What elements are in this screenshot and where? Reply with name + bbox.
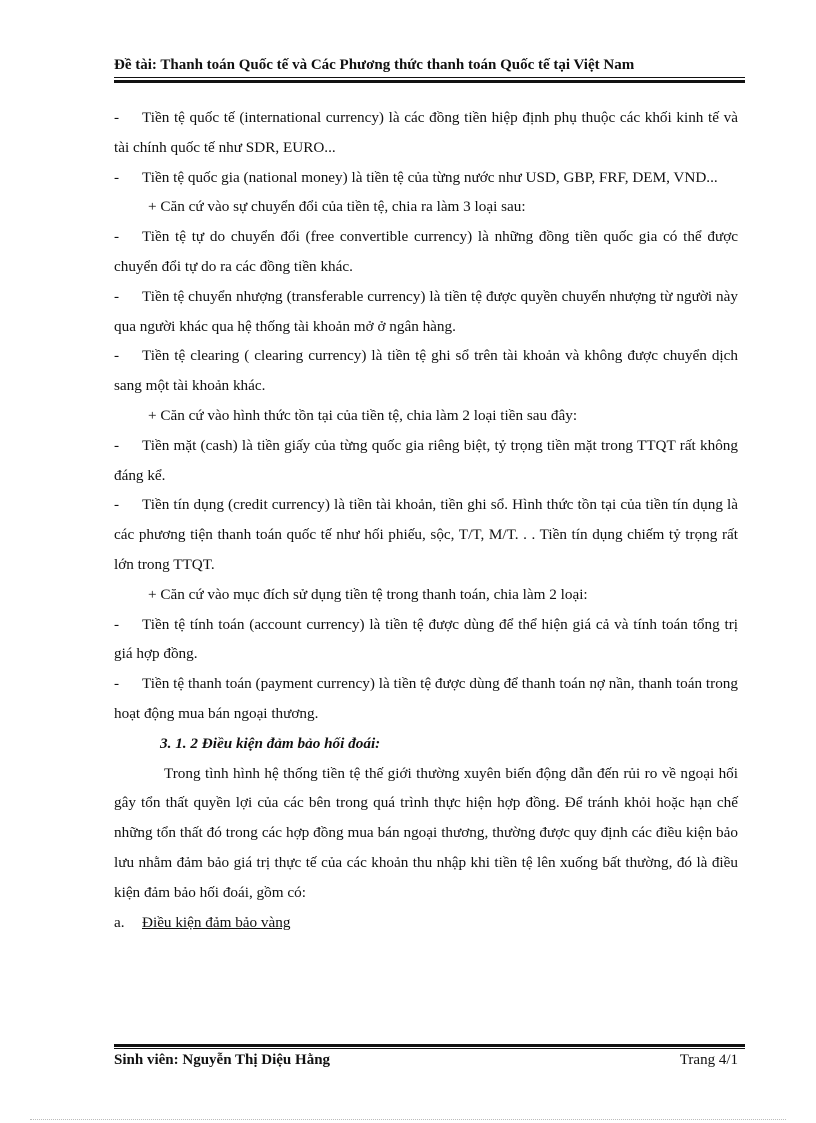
footer-student-name: Sinh viên: Nguyễn Thị Diệu Hằng — [114, 1052, 331, 1068]
bullet-account-currency: - Tiền tệ tính toán (account currency) là tiền tệ được dùng để thể hiện giá cả và tính toán tổng trị giá hợp đồng. — [114, 615, 738, 663]
bullet-free-convertible: - Tiền tệ tự do chuyển đổi (free convertible currency) là những đồng tiền quốc gia có thể được chuyển đổi tự do ra các đồng tiền khác. — [114, 228, 738, 275]
page-header-title: Đề tài: Thanh toán Quốc tế và Các Phương thức thanh toán Quốc tế tại Việt Nam — [114, 57, 635, 73]
bullet-national-money: - Tiền tệ quốc gia (national money) là tiền tệ của từng nước như USD, GBP, FRF, DEM, VND... — [114, 168, 718, 186]
criterion-existence-form: + Căn cứ vào hình thức tồn tại của tiền tệ, chia làm 2 loại tiền sau đây: — [148, 406, 578, 424]
footer-rule-thick — [114, 1044, 745, 1047]
list-item-a — [114, 908, 738, 938]
bullet-international-currency: - Tiền tệ quốc tế (international currency) là các đồng tiền hiệp định phụ thuộc các khối kinh tế và tài chính quốc tế như SDR, EURO... — [114, 109, 738, 156]
footer-rule-thin — [114, 1048, 745, 1049]
list-item-label: a. — [114, 913, 125, 931]
section-heading: 3. 1. 2 Điều kiện đảm bảo hối đoái: — [160, 734, 381, 752]
bullet-clearing: - Tiền tệ clearing ( clearing currency) là tiền tệ ghi sổ trên tài khoản và không được chuyển dịch sang một tài khoản khác. — [114, 347, 738, 395]
bullet-cash: - Tiền mặt (cash) là tiền giấy của từng quốc gia riêng biệt, tỷ trọng tiền mặt trong TTQT rất không đáng kể. — [114, 436, 738, 484]
paragraph-exchange-guarantee: Trong tình hình hệ thống tiền tệ thế giới thường xuyên biến động dẫn đến rủi ro về ngoại hối gây tổn thất quyền lợi của các bên trong quá trình thực hiện hợp đồng. Để tránh khỏi hoặc hạn chế những tổn thất đó trong các hợp đồng mua bán ngoại thương, thường được quy định các điều kiện bảo lưu nhằm đảm bảo giá trị thực tế của các khoản thu nhập khi tiền tệ lên xuống bất thường, đó là điều kiện đảm bảo hối đoái, gồm có: — [114, 764, 738, 901]
header-rule-thick — [114, 80, 745, 83]
document-body — [114, 103, 738, 937]
header-rule-thin — [114, 77, 745, 78]
bullet-credit-currency: - Tiền tín dụng (credit currency) là tiền tài khoản, tiền ghi sổ. Hình thức tồn tại của tiền tín dụng là các phương tiện thanh toán quốc tế như hối phiếu, sộc, T/T, M/T. . . Tiền tín dụng chiếm tỷ trọng rất lớn trong TTQT. — [114, 496, 738, 573]
criterion-convertibility: + Căn cứ vào sự chuyển đổi của tiền tệ, chia ra làm 3 loại sau: — [148, 198, 526, 216]
criterion-purpose: + Căn cứ vào mục đích sử dụng tiền tệ trong thanh toán, chia làm 2 loại: — [148, 585, 588, 603]
list-item-text: Điều kiện đảm bảo vàng — [142, 913, 291, 931]
page-bottom-border — [30, 1119, 786, 1120]
bullet-transferable: - Tiền tệ chuyển nhượng (transferable currency) là tiền tệ được quyền chuyển nhượng từ người này qua người khác qua hệ thống tài khoản mở ở ngân hàng. — [114, 287, 738, 335]
bullet-payment-currency: - Tiền tệ thanh toán (payment currency) là tiền tệ được dùng để thanh toán nợ nần, thanh toán trong hoạt động mua bán ngoại thương. — [114, 675, 738, 722]
footer-page-number: Trang 4/1 — [679, 1052, 738, 1068]
